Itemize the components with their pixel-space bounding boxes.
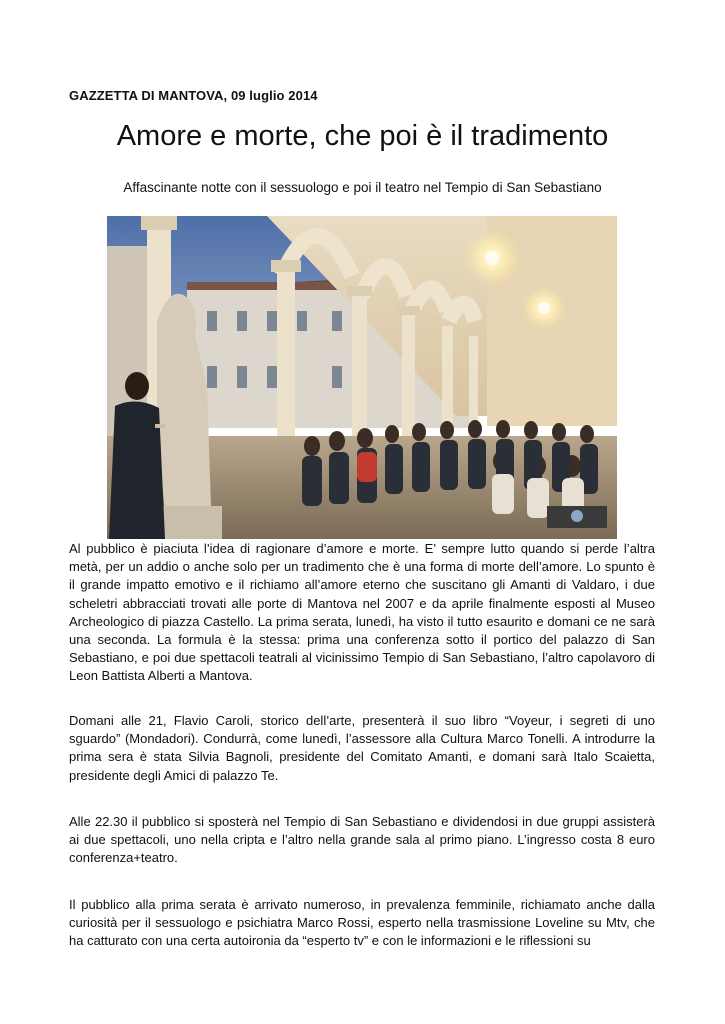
newspaper-source-line: GAZZETTA DI MANTOVA, 09 luglio 2014 [69,88,318,103]
article-paragraph-3: Alle 22.30 il pubblico si sposterà nel Tempio di San Sebastiano e dividendosi in due gruppi assisterà ai due spettacoli, uno nella cripta e l’altro nella grande sala al primo piano. L’ingresso costa 8 euro conferenza+teatro. [69,814,655,866]
article-title: Amore e morte, che poi è il tradimento [116,120,609,152]
article-photo [107,216,617,539]
article-paragraph-2: Domani alle 21, Flavio Caroli, storico dell’arte, presenterà il suo libro “Voyeur, i segreti di uno sguardo” (Mondadori). Condurrà, come lunedì, l’assessore alla Cultura Marco Tonelli. A introdurre la prima sera è stata Silvia Bagnoli, presidente del Comitato Amanti, e domani sarà Italo Scaietta, presidente degli Amici di palazzo Te. [69,713,655,783]
article-paragraph-4: Il pubblico alla prima serata è arrivato numeroso, in prevalenza femminile, richiamato anche dalla curiosità per il sessuologo e psichiatra Marco Rossi, esperto nella trasmissione Loveline su Mtv, che ha catturato con una certa autoironia da “esperto tv” e con le informazioni e le riflessioni su [69,897,655,949]
conference-portico-illustration [107,216,617,539]
article-subtitle: Affascinante notte con il sessuologo e poi il teatro nel Tempio di San Sebastiano [123,180,602,195]
article-paragraph-1: Al pubblico è piaciuta l’idea di ragionare d’amore e morte. E’ sempre lutto quando si perde l’altra metà, per un addio o anche solo per un tradimento che è una forma di morte dell’amore. Lo spunto è il grande impatto emotivo e il richiamo all’amore eterno che suscitano gli Amanti di Valdaro, i due scheletri abbracciati trovati alle porte di Mantova nel 2007 e da aprile finalmente esposti al Museo Archeologico di piazza Castello. La prima serata, lunedì, ha visto il tutto esaurito e domani ce ne sarà una seconda. La formula è la stessa: prima una conferenza sotto il portico del palazzo di San Sebastiano, e poi due spettacoli teatrali al vicinissimo Tempio di San Sebastiano, l’altro capolavoro di Leon Battista Alberti a Mantova. [69,541,655,684]
